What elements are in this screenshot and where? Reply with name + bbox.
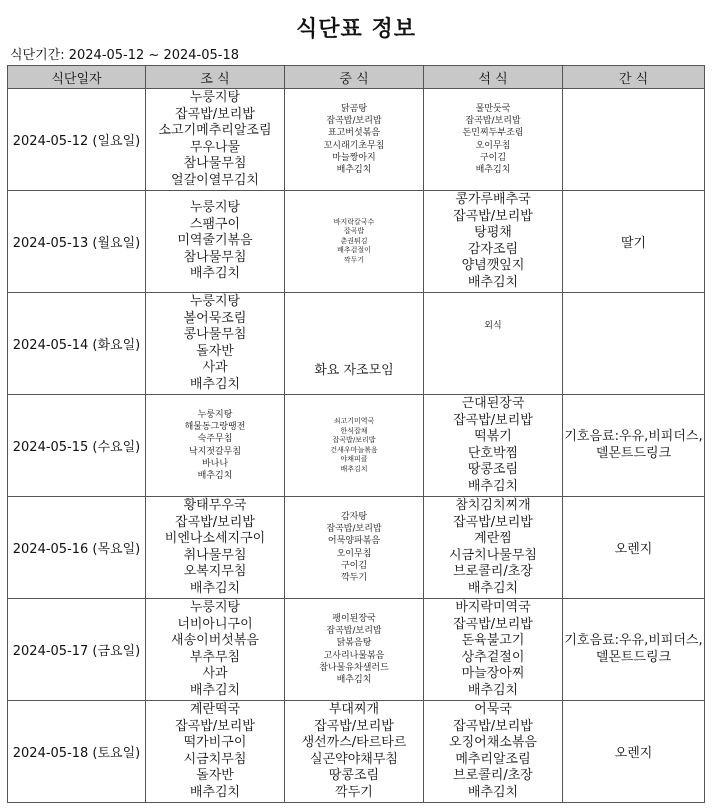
dish-item: 땅콩조림 <box>328 768 380 783</box>
breakfast-cell <box>146 701 285 803</box>
dish-item: 구이김 <box>479 152 507 163</box>
header-breakfast: 조 식 <box>146 66 285 89</box>
dish-item: 깍두기 <box>335 784 373 800</box>
dish-item: 꼬시래기초무침 <box>323 140 385 151</box>
snack-cell <box>563 599 705 701</box>
dish-item: 물만둣국 <box>475 103 511 114</box>
dinner-cell <box>424 89 563 191</box>
table-row <box>8 497 705 599</box>
dish-item: 잡곡밥/보리밥 <box>314 718 394 734</box>
dish-item: 바지락미역국 <box>455 600 531 615</box>
dish-item: 소고기메추리알조림 <box>158 123 272 138</box>
dish-item: 배추김치 <box>189 266 241 282</box>
dish-item: 깍두기 <box>340 572 368 583</box>
meal-period: 식단기간: 2024-05-12 ~ 2024-05-18 <box>10 48 240 63</box>
dish-item: 쇠고기미역국 <box>333 417 375 425</box>
dish-item: 배추김치 <box>336 674 372 685</box>
dish-item: 무우나물 <box>189 139 241 155</box>
dish-item: 마늘장아찌 <box>461 666 525 681</box>
dish-item: 잡곡밥/보리밥 <box>453 412 533 428</box>
dish-item: 어묵국 <box>474 702 512 717</box>
dish-item: 델몬트드링크 <box>595 445 672 461</box>
dinner-cell <box>424 599 563 701</box>
lunch-cell <box>285 701 424 803</box>
dish-item: 배추김치 <box>189 784 241 800</box>
date-cell: 2024-05-15 (수요일) <box>8 395 146 497</box>
meal-table <box>7 65 705 803</box>
dish-item: 얼갈이열무김치 <box>171 172 259 188</box>
header-lunch: 중 식 <box>285 66 424 89</box>
dish-item: 배추김치 <box>197 470 233 481</box>
lunch-cell <box>285 395 424 497</box>
table-header-row <box>8 66 705 89</box>
table-row <box>8 599 705 701</box>
dish-item: 황태무우국 <box>183 498 247 513</box>
dish-item: 근대된장국 <box>461 396 525 411</box>
dish-item: 배추김치 <box>189 376 241 392</box>
dish-item: 스팸구이 <box>189 216 241 232</box>
breakfast-cell <box>146 395 285 497</box>
dinner-cell <box>424 497 563 599</box>
dish-item: 부대찌개 <box>328 702 380 717</box>
dish-item: 배추김치 <box>189 682 241 698</box>
dish-item: 오복지무침 <box>183 564 247 579</box>
dish-item: 춘권튀김 <box>340 236 368 245</box>
date-cell: 2024-05-16 (목요일) <box>8 497 146 599</box>
dish-item: 고사리나물볶음 <box>323 650 385 661</box>
dish-item: 잡곡밥/보리밥 <box>175 106 255 122</box>
dish-item: 탕평채 <box>474 225 512 240</box>
dish-item: 취나물무침 <box>183 547 247 563</box>
dish-item: 부추무침 <box>189 649 241 665</box>
dinner-cell <box>424 293 563 395</box>
snack-cell: 오렌지 <box>563 497 705 599</box>
header-snack: 간 식 <box>563 66 705 89</box>
breakfast-cell <box>146 599 285 701</box>
dish-item: 브로콜리/초장 <box>453 564 533 579</box>
dinner-note: 외식 <box>484 320 502 331</box>
dish-item: 콩나물무침 <box>183 327 247 342</box>
dish-item: 참나물무침 <box>183 249 247 265</box>
dish-item: 돌자반 <box>196 343 234 359</box>
dish-item: 기호음료:우유,비피더스, <box>564 429 703 444</box>
dish-item: 잡곡밥/보리밥 <box>326 626 382 637</box>
dish-item: 사과 <box>202 360 228 375</box>
dish-item: 참치김치찌개 <box>455 498 531 513</box>
dish-item: 참나물무침 <box>183 156 247 171</box>
dinner-cell <box>424 191 563 293</box>
dish-item: 계란떡국 <box>189 702 241 717</box>
snack-cell: 오렌지 <box>563 701 705 803</box>
lunch-cell <box>285 293 424 395</box>
date-cell: 2024-05-13 (월요일) <box>8 191 146 293</box>
dish-item: 미역줄기볶음 <box>177 233 253 249</box>
dish-item: 시금치나물무침 <box>449 547 537 563</box>
lunch-cell <box>285 599 424 701</box>
lunch-cell <box>285 191 424 293</box>
dish-item: 떡가비구이 <box>183 735 247 750</box>
snack-cell: 딸기 <box>563 191 705 293</box>
dish-item: 닭볶음탕 <box>336 638 372 649</box>
dish-item: 감자탕 <box>340 511 368 522</box>
dish-item: 떡볶기 <box>474 429 512 444</box>
dish-item: 참나물유차샐러드 <box>319 662 389 673</box>
dish-item: 배추김치 <box>467 580 519 596</box>
dish-item: 팽이된장국 <box>332 613 376 624</box>
header-date: 식단일자 <box>8 66 146 89</box>
dish-item: 잡곡밥/보리밥 <box>453 616 533 632</box>
dish-item: 낙지젓갈무침 <box>188 446 242 457</box>
dish-item: 돌자반 <box>196 768 234 783</box>
dish-item: 메추리알조림 <box>455 751 531 767</box>
dish-item: 배추겉절이 <box>337 246 371 255</box>
dish-item: 브로콜리/초장 <box>453 768 533 783</box>
dish-item: 감자조림 <box>467 241 519 257</box>
dish-item: 잡곡밥/보리밥 <box>332 436 376 444</box>
dish-item: 볼어묵조림 <box>183 310 247 326</box>
dish-item: 새송이버섯볶음 <box>171 633 259 648</box>
dish-item: 바지락칼국수 <box>333 217 375 226</box>
dinner-cell <box>424 701 563 803</box>
lunch-note: 화요 자조모임 <box>314 363 394 378</box>
page-title: 식단표 정보 <box>296 17 416 42</box>
dish-item: 양념깻잎지 <box>461 258 525 273</box>
dish-item: 잡곡밥/보리밥 <box>453 718 533 734</box>
dish-item: 생선까스/타르타르 <box>301 735 407 750</box>
dish-item: 어묵양파볶음 <box>327 536 381 547</box>
dish-item: 돈육불고기 <box>461 633 525 648</box>
breakfast-cell <box>146 293 285 395</box>
dish-item: 숙주무침 <box>197 434 233 445</box>
dish-item: 델몬트드링크 <box>595 649 672 665</box>
dish-item: 해물동그랑땡전 <box>184 422 246 433</box>
dish-item: 배추김치 <box>467 274 519 290</box>
dish-item: 깍두기 <box>343 255 365 264</box>
dish-item: 건새우마늘볶음 <box>330 445 378 454</box>
dish-item: 누룽지탕 <box>189 200 241 216</box>
dish-item: 잡곡밥/보리밥 <box>175 514 255 530</box>
dish-item: 배추김치 <box>467 478 519 494</box>
dish-item: 잡곡밥/보리밥 <box>453 208 533 224</box>
dish-item: 오이무침 <box>475 140 511 151</box>
dish-item: 배추김치 <box>467 682 519 698</box>
dish-item: 상추겉절이 <box>461 649 525 665</box>
dish-item: 오징어채소볶음 <box>449 735 537 750</box>
dish-item: 계란찜 <box>474 531 512 546</box>
breakfast-cell <box>146 89 285 191</box>
table-row <box>8 89 705 191</box>
dish-item: 배추김치 <box>467 784 519 800</box>
dinner-cell <box>424 395 563 497</box>
table-row <box>8 701 705 803</box>
breakfast-cell <box>146 191 285 293</box>
dish-item: 잡곡밥 <box>343 227 365 236</box>
dish-item: 잡곡밥/보리밥 <box>326 524 382 535</box>
dish-item: 배추김치 <box>475 164 511 175</box>
dish-item: 잡곡밥/보리밥 <box>175 718 255 734</box>
dish-item: 배추김치 <box>189 580 241 596</box>
dish-item: 누룽지탕 <box>189 600 241 615</box>
table-row <box>8 395 705 497</box>
dish-item: 실곤약야채무침 <box>310 751 398 767</box>
dish-item: 돈민찌두부조림 <box>462 128 524 139</box>
dish-item: 잡곡밥/보리밥 <box>326 116 382 127</box>
lunch-cell <box>285 497 424 599</box>
dish-item: 누룽지탕 <box>197 409 233 420</box>
table-row <box>8 191 705 293</box>
dish-item: 단호박찜 <box>467 445 519 461</box>
dish-item: 구이김 <box>340 560 368 571</box>
dish-item: 사과 <box>202 666 228 681</box>
breakfast-cell <box>146 497 285 599</box>
dish-item: 닭곰탕 <box>340 103 368 114</box>
date-cell: 2024-05-17 (금요일) <box>8 599 146 701</box>
dish-item: 표고버섯볶음 <box>327 128 381 139</box>
dish-item: 콩가루배추국 <box>455 192 531 207</box>
dish-item: 시금치무침 <box>183 751 247 767</box>
dish-item: 기호음료:우유,비피더스, <box>564 633 703 648</box>
dish-item: 잡곡밥/보리밥 <box>453 514 533 530</box>
dish-item: 너비아니구이 <box>177 616 253 632</box>
date-cell: 2024-05-14 (화요일) <box>8 293 146 395</box>
snack-cell <box>563 395 705 497</box>
lunch-cell <box>285 89 424 191</box>
dish-item: 배추김치 <box>336 164 372 175</box>
dish-item: 마늘짱아지 <box>332 152 376 163</box>
date-cell: 2024-05-12 (일요일) <box>8 89 146 191</box>
dish-item: 한식잡채 <box>340 426 368 435</box>
dish-item: 오이무침 <box>336 548 372 559</box>
dish-item: 비엔나소세지구이 <box>164 531 266 546</box>
header-dinner: 석 식 <box>424 66 563 89</box>
snack-cell <box>563 293 705 395</box>
date-cell: 2024-05-18 (토요일) <box>8 701 146 803</box>
dish-item: 누룽지탕 <box>189 294 241 309</box>
dish-item: 배추김치 <box>340 464 368 473</box>
dish-item: 땅콩조림 <box>467 462 519 477</box>
dish-item: 누룽지탕 <box>189 90 241 105</box>
dish-item: 바나나 <box>201 458 229 469</box>
dish-item: 잡곡밥/보리밥 <box>465 116 521 127</box>
snack-cell <box>563 89 705 191</box>
dish-item: 야채피클 <box>340 455 368 463</box>
table-row <box>8 293 705 395</box>
